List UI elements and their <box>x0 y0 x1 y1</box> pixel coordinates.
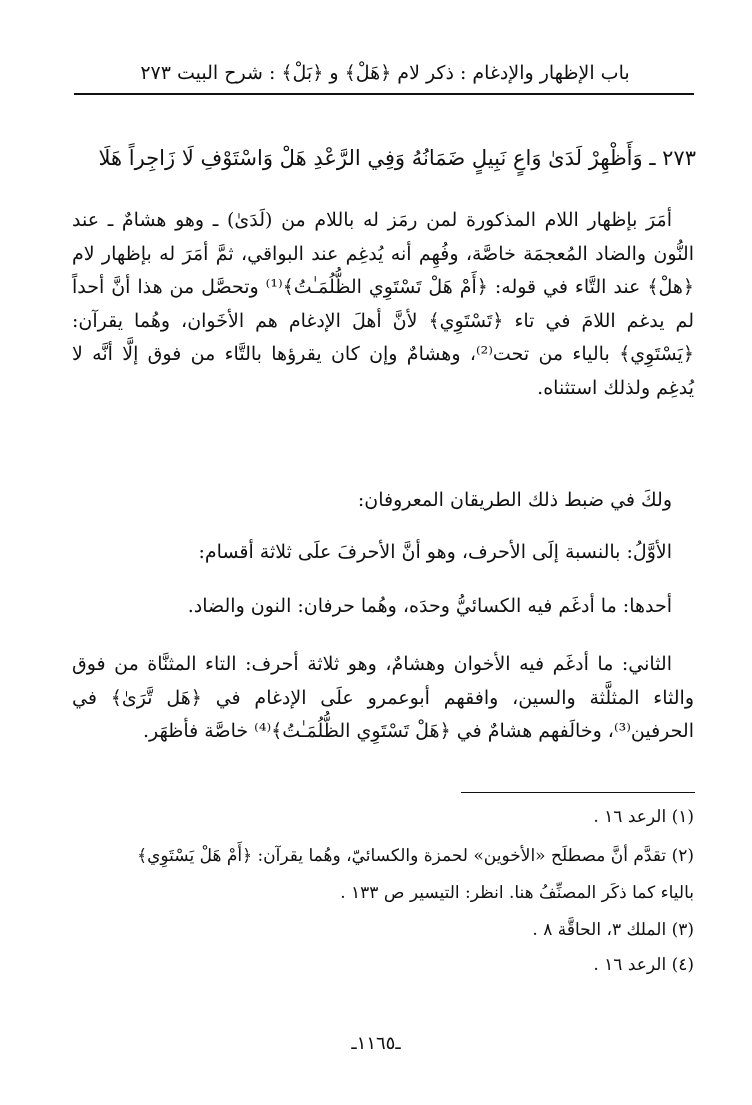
footnotes <box>72 800 694 983</box>
header-divider <box>74 93 694 95</box>
footnote-4: (٤) الرعد ١٦ . <box>593 955 694 975</box>
body-paragraph-1 <box>72 204 694 405</box>
footnote-divider <box>461 792 695 793</box>
body-paragraph-3 <box>72 536 694 569</box>
verse-line: ٢٧٣ ـ وَأَظْهِرْ لَدَىٰ وَاعٍ نَبِيلٍ ضَمَانُهُ وَفِي الرَّعْدِ هَلْ وَاسْتَوْفِ لَا زَاجِراً هَلَا <box>98 146 696 170</box>
page-number: ـ١١٦٥ـ <box>351 1033 401 1054</box>
footnote-3: (٣) الملك ٣، الحاقَّة ٨ . <box>532 920 694 940</box>
paragraph-text: الأوَّلُ: بالنسبة إلَى الأحرف، وهو أنَّ الأحرفَ علَى ثلاثة أقسام: <box>198 541 672 563</box>
footnote-2: (٢) تقدَّم أنَّ مصطلَح «الأخوين» لحمزة والكسائيّ، وهُما يقرآن: ﴿أَمْ هَلْ يَسْتَوِي﴾ <box>137 846 694 866</box>
paragraph-text: أحدها: ما أدغَم فيه الكسائيُّ وحدَه، وهُما حرفان: النون والضاد. <box>187 595 672 617</box>
body-paragraph-2 <box>72 484 694 517</box>
body-paragraph-5 <box>72 648 694 749</box>
footnote-1: (١) الرعد ١٦ . <box>593 807 694 827</box>
running-header: باب الإظهار والإدغام : ذكر لام ﴿هَلْ﴾ و ﴿بَلْ﴾ : شرح البيت ٢٧٣ <box>140 62 630 84</box>
paragraph-text: الثاني: ما أدغَم فيه الأخوان وهشامٌ، وهو ثلاثة أحرف: التاء المثنَّاة من فوق والثاء المثلَّثة والسين، وافقهم أبوعمرو علَى الإدغام في ﴿هَل تَّرَىٰ﴾ في الحرفين⁽³⁾، وخالَفهم هشامٌ في ﴿هَلْ تَسْتَوِي الظُّلُمَـٰتُ﴾⁽⁴⁾ خاصَّة فأظهَر. <box>72 653 694 742</box>
paragraph-text: ولكَ في ضبط ذلك الطريقان المعروفان: <box>357 489 672 511</box>
footnote-2-continued: بالياء كما ذكَر المصنِّفُ هنا. انظر: التيسير ص ١٣٣ . <box>340 883 694 903</box>
body-paragraph-4 <box>72 590 694 623</box>
paragraph-text: أمَرَ بإظهار اللام المذكورة لمن رمَز له باللام من (لَدَىٰ) ـ وهو هشامٌ ـ عند النُّون والضاد المُعجمَة خاصَّة، وفُهِم أنه يُدغِم عند البواقي، ثمَّ أمَرَ له بإظهار لام ﴿هلْ﴾ عند التَّاء في قوله: ﴿أَمْ هَلْ تَسْتَوِي الظُّلُمَـٰتُ﴾⁽¹⁾ وتحصَّل من هذا أنَّ أحداً لم يدغم اللامَ في تاء ﴿تَسْتَوِي﴾ لأنَّ أهلَ الإدغام هم الأخَوان، وهُما يقرآن: ﴿يَسْتَوِي﴾ بالياء من تحت⁽²⁾، وهشامٌ وإن كان يقرؤها بالتَّاء من فوق إلَّا أنَّه لا يُدغِم ولذلك استثناه. <box>72 209 694 399</box>
